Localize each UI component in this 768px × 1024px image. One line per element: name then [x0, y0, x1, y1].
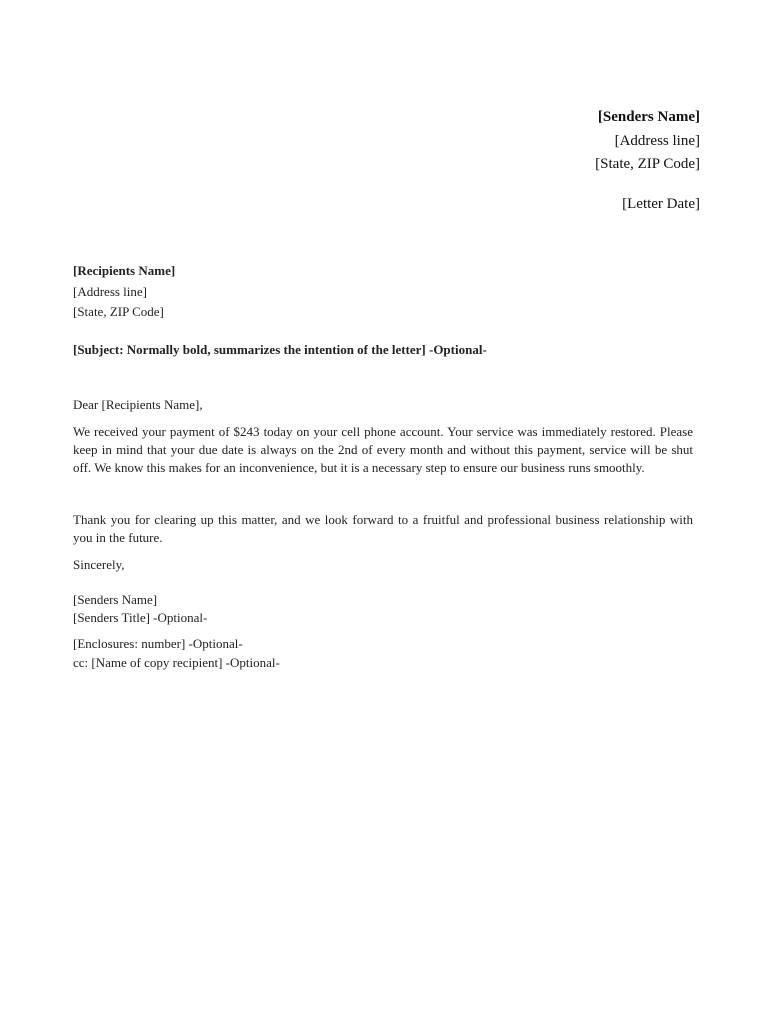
sender-block	[595, 106, 700, 177]
signature-name: [Senders Name]	[73, 592, 158, 607]
sender-name: [Senders Name]	[597, 109, 700, 125]
recipient-state-zip: [State, ZIP Code]	[73, 304, 164, 319]
signature-title: [Senders Title] -Optional-	[73, 609, 208, 625]
recipient-block	[73, 261, 175, 323]
enclosures-line: [Enclosures: number] -Optional-	[73, 636, 243, 651]
recipient-address: [Address line]	[73, 283, 148, 299]
sender-address: [Address line]	[614, 132, 700, 149]
subject-line: [Subject: Normally bold, summarizes the intention of the letter] -Optional-	[73, 342, 487, 357]
closing: Sincerely,	[73, 557, 125, 572]
extras-block	[73, 635, 280, 672]
sender-state-zip: [State, ZIP Code]	[595, 156, 700, 172]
cc-line: cc: [Name of copy recipient] -Optional-	[73, 654, 280, 670]
letter-date: [Letter Date]	[622, 196, 700, 212]
signature-block	[73, 591, 207, 626]
body-paragraph-2: Thank you for clearing up this matter, and we look forward to a fruitful and professional business relationship with you in the future.	[73, 512, 693, 545]
recipient-name: [Recipients Name]	[73, 263, 176, 278]
body-paragraph-1: We received your payment of $243 today on your cell phone account. Your service was immediately restored. Please keep in mind that your due date is always on the 2nd of every month and without this payment, service will be shut off. We know this makes for an inconvenience, but it is a necessary step to ensure our business runs smoothly.	[73, 424, 693, 475]
salutation: Dear [Recipients Name],	[73, 397, 203, 412]
